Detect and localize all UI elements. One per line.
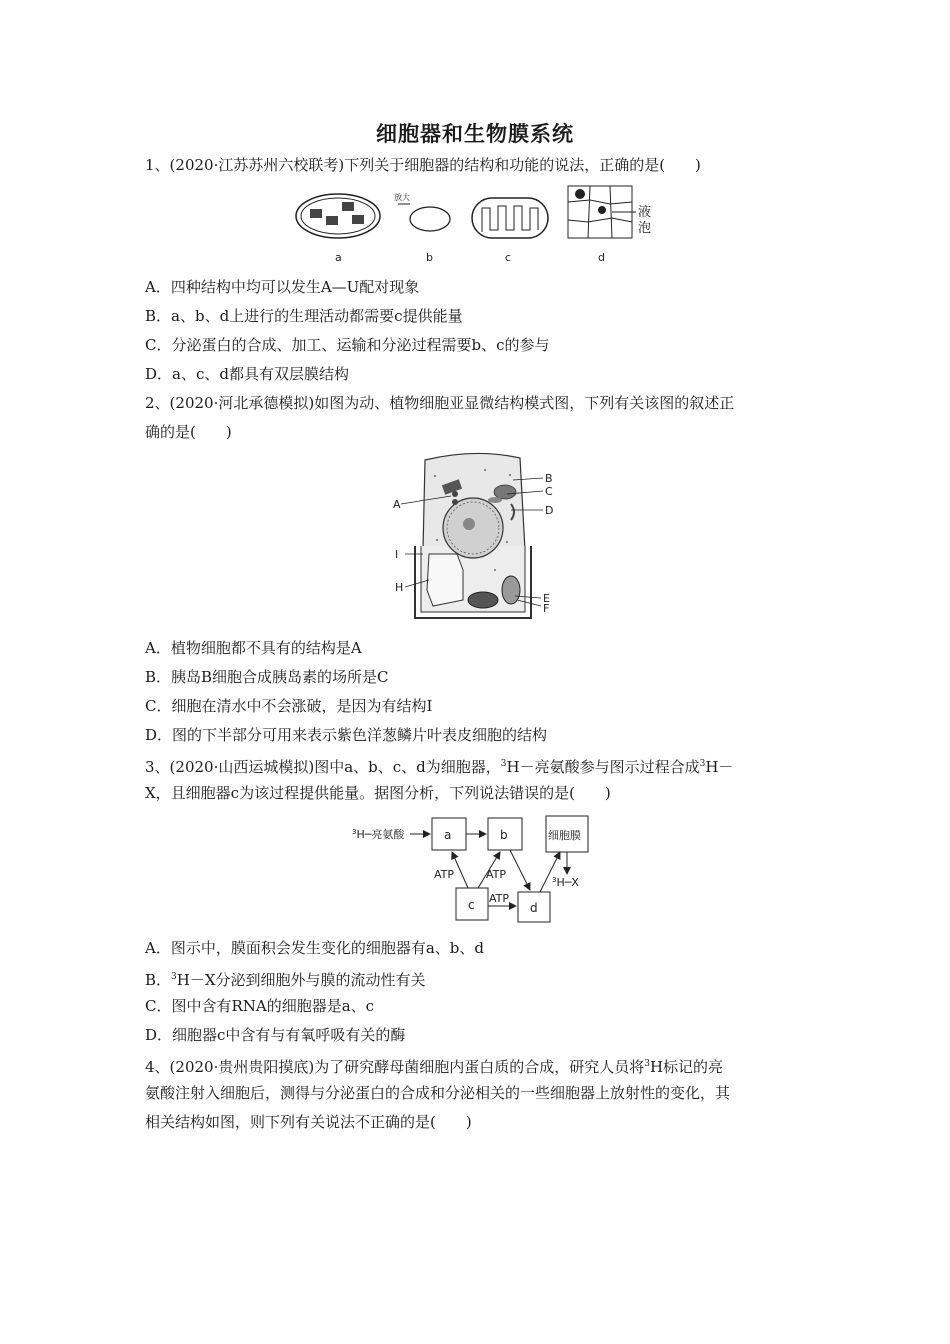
q1-fig-d-vacuole-2: 泡 — [638, 221, 652, 236]
q3-atp-bottom: ATP — [489, 892, 510, 905]
q4-stem-line3: 相关结构如图，则下列有关说法不正确的是( ) — [145, 1113, 472, 1131]
q2-option-b: B．胰岛B细胞合成胰岛素的场所是C — [145, 668, 389, 686]
q3-box-b: b — [500, 828, 508, 842]
q3-atp-mid: ATP — [486, 868, 507, 881]
q2-label-f: F — [543, 602, 550, 615]
q3-atp-left: ATP — [434, 868, 455, 881]
q3-box-c: c — [468, 898, 475, 912]
q3-option-a: A．图示中，膜面积会发生变化的细胞器有a、b、d — [145, 939, 484, 957]
q2-option-c: C．细胞在清水中不会涨破，是因为有结构I — [145, 697, 433, 715]
q3-option-d: D．细胞器c中含有与有氧呼吸有关的酶 — [145, 1026, 406, 1044]
q2-label-a: A — [393, 498, 401, 511]
q1-option-d: D．a、c、d都具有双层膜结构 — [145, 365, 349, 383]
q3-stem-part3: H－ — [705, 758, 734, 776]
q2-label-c: C — [545, 485, 553, 498]
q1-fig-label-c: c — [505, 251, 512, 264]
q1-fig-d-vacuole-1: 液 — [638, 205, 652, 220]
q2-label-i: I — [395, 548, 399, 561]
q3-input-label: $^3$H─亮氨酸 — [352, 828, 405, 841]
q3-stem-line2: X，且细胞器c为该过程提供能量。据图分析，下列说法错误的是( ) — [145, 784, 611, 802]
q1-option-a: A．四种结构中均可以发生A—U配对现象 — [145, 278, 420, 296]
q3-stem-line1 — [145, 754, 810, 777]
q3-output-label: $^3$H─X — [552, 876, 579, 889]
page-title: 细胞器和生物膜系统 — [376, 121, 574, 146]
q3-stem-sup2: 3 — [699, 759, 706, 769]
q2-option-d: D．图的下半部分可用来表示紫色洋葱鳞片叶表皮细胞的结构 — [145, 726, 548, 744]
q1-fig-label-d: d — [598, 251, 605, 264]
plant-cells-figure — [568, 186, 651, 238]
q4-stem-sup: 3 — [644, 1059, 650, 1069]
q3-box-a: a — [444, 828, 452, 842]
q1-option-c: C．分泌蛋白的合成、加工、运输和分泌过程需要b、c的参与 — [145, 336, 550, 354]
q2-label-h: H — [395, 581, 404, 594]
q3-option-b-prefix: B． — [145, 971, 172, 989]
q3-stem-part2: H－亮氨酸参与图示过程合成 — [506, 758, 700, 776]
q3-option-b — [145, 967, 810, 990]
q1-fig-label-a: a — [335, 251, 342, 264]
q3-option-b-text: H－X分泌到细胞外与膜的流动性有关 — [176, 971, 426, 989]
q2-label-d: D — [545, 504, 554, 517]
q3-option-b-sup: 3 — [171, 972, 177, 982]
q3-stem-part1: 3、(2020·山西运城模拟)图中a、b、c、d为细胞器， — [145, 758, 501, 776]
q3-stem-sup1: 3 — [500, 759, 507, 769]
q2-cell-figure — [385, 450, 565, 630]
q1-stem: 1、(2020·江苏苏州六校联考)下列关于细胞器的结构和功能的说法，正确的是( ) — [145, 156, 701, 174]
q3-option-c: C．图中含有RNA的细胞器是a、c — [145, 997, 375, 1015]
q2-stem-line2: 确的是( ) — [145, 423, 232, 441]
q1-option-b: B．a、b、d上进行的生理活动都需要c提供能量 — [145, 307, 463, 325]
q4-stem-part1: 4、(2020·贵州贵阳摸底)为了研究酵母菌细胞内蛋白质的合成，研究人员将 — [145, 1058, 645, 1076]
q1-figure — [290, 182, 670, 267]
q2-label-b: B — [545, 472, 553, 485]
q4-stem-part2: H标记的亮 — [649, 1058, 724, 1076]
q4-stem-line2: 氨酸注射入细胞后，测得与分泌蛋白的合成和分泌相关的一些细胞器上放射性的变化，其 — [145, 1084, 731, 1102]
q2-stem-line1: 2、(2020·河北承德模拟)如图为动、植物细胞亚显微结构模式图，下列有关该图的叙述正 — [145, 394, 735, 412]
q1-fig-label-b: b — [426, 251, 433, 264]
golgi-figure — [394, 192, 450, 231]
chloroplast-figure — [296, 194, 380, 238]
q2-option-a: A．植物细胞都不具有的结构是A — [145, 639, 362, 657]
q3-box-d: d — [530, 901, 538, 915]
mitochondrion-figure — [472, 198, 548, 238]
q3-box-membrane: 细胞膜 — [548, 829, 581, 842]
q3-flow-diagram — [350, 812, 600, 927]
q4-stem-line1 — [145, 1054, 810, 1077]
q2-label-e: E — [543, 592, 550, 605]
q1-fig-b-enlarge: 放大 — [394, 193, 410, 202]
